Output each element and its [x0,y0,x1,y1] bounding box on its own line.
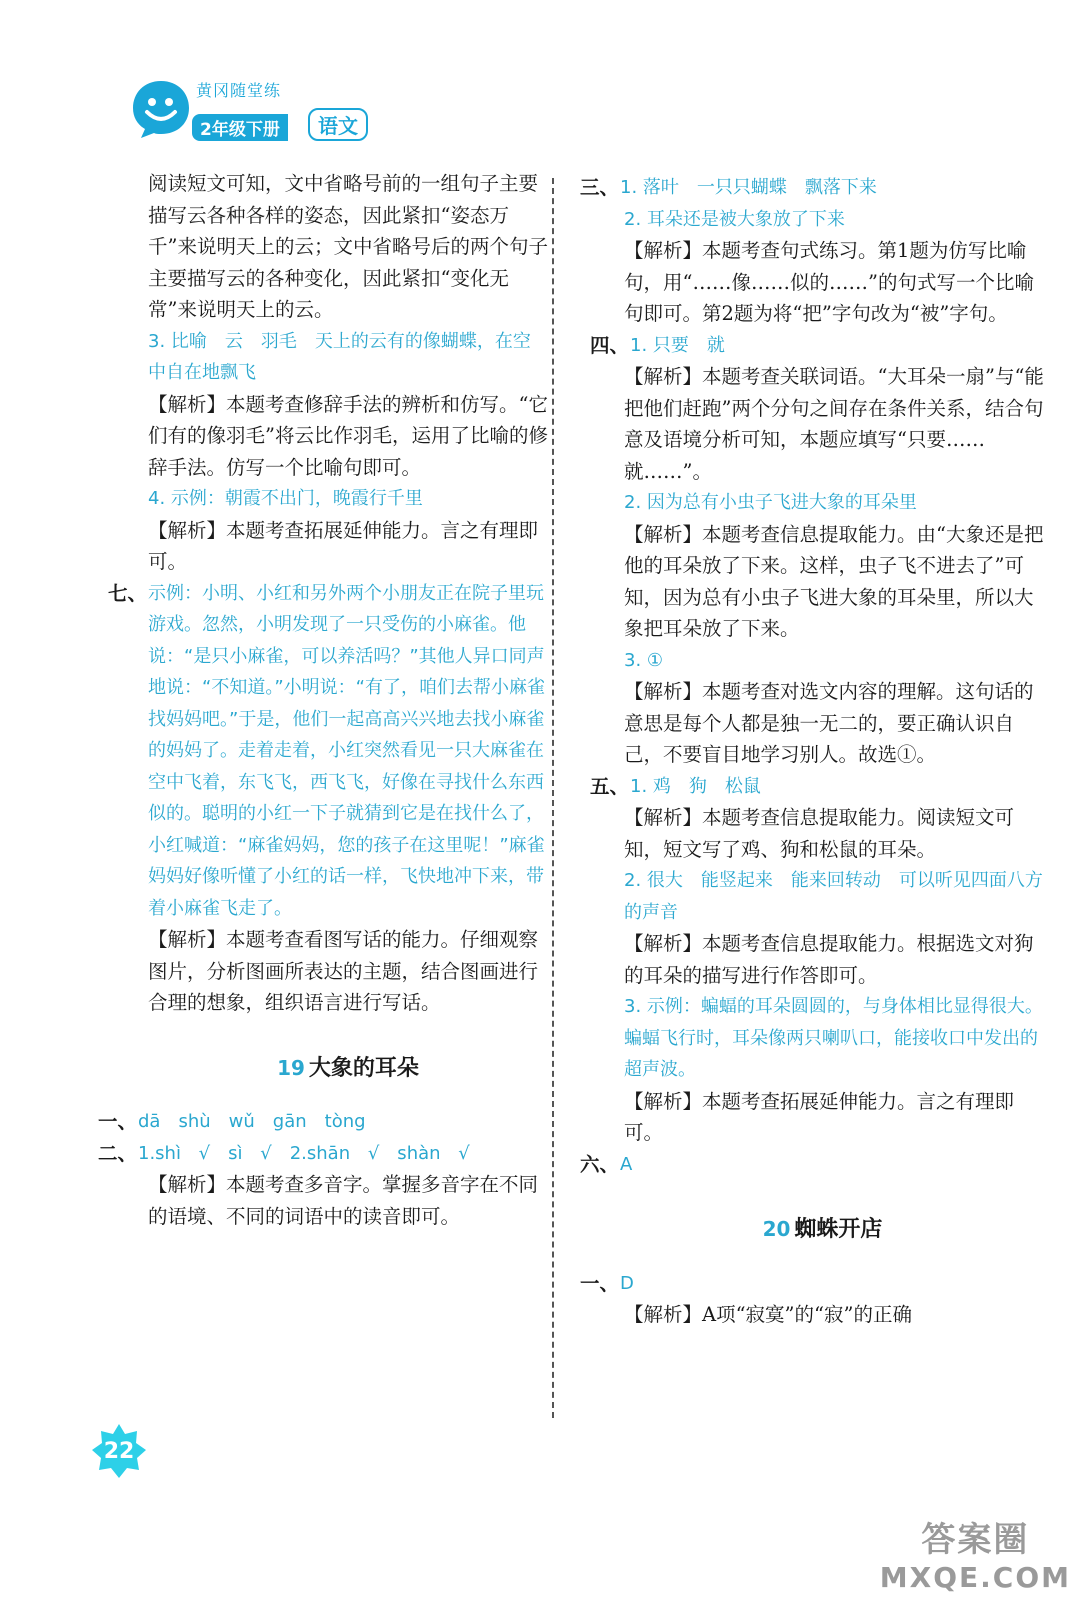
question-7-answer: 示例：小明、小红和另外两个小朋友正在院子里玩游戏。忽然，小明发现了一只受伤的小麻雀。他说：“是只小麻雀，可以养活吗？”其他人异口同声地说：“不知道。”小明说：“有了，咱们去帮小麻雀找妈妈吧。”于是，他们一起高高兴兴地去找小麻雀的妈妈了。走着走着，小红突然看见一只大麻雀在空中飞着，东飞飞，西飞飞，好像在寻找什么东西似的。聪明的小红一下子就猜到它是在找什么了，小红喊道：“麻雀妈妈，您的孩子在这里呢！”麻雀妈妈好像听懂了小红的话一样，飞快地冲下来，带着小麻雀飞走了。 [148,582,545,919]
analysis-3: 【解析】本题考查修辞手法的辨析和仿写。“它们有的像羽毛”将云比作羽毛，运用了比喻的修辞手法。仿写一个比喻句即可。 [148,392,548,479]
question-7 [108,578,548,925]
lesson-19-title [148,1053,548,1085]
subject-label: 语文 [308,108,368,141]
question-5-label: 五、 [590,774,630,798]
column-divider [552,178,554,1418]
right-column [580,172,1045,1331]
lesson-19-name: 大象的耳朵 [308,1055,419,1081]
lesson-20-name: 蜘蛛开店 [794,1217,883,1242]
l20-question-1-analysis: 【解析】A项“寂寞”的“寂”的正确 [624,1303,912,1326]
l19-question-2-answer: 1.shì √ sì √ 2.shān √ shàn √ [138,1142,470,1164]
l19-question-1-answer: dā shù wǔ gān tòng [138,1111,366,1132]
question-6 [580,1149,1045,1181]
question-3-analysis: 【解析】本题考查句式练习。第1题为仿写比喻句，用“……像……似的……”的句式写一个比喻句即可。第2题为将“把”字句改为“被”字句。 [624,239,1034,325]
question-4-label: 四、 [590,333,630,357]
page-header [130,70,390,150]
page-number-badge [90,1422,148,1480]
question-3-label: 三、 [580,176,620,199]
lesson-19-number: 19 [277,1055,305,1080]
explanation-paragraph: 阅读短文可知，文中省略号前的一组句子主要描写云各种各样的姿态，因此紧扣“姿态万千”来说明天上的云；文中省略号后的两个句子主要描写云的各种变化，因此紧扣“变化无常”来说明天上的云。 [148,172,548,321]
question-7-analysis: 【解析】本题考查看图写话的能力。仔细观察图片，分析图画所表达的主题，结合图画进行合理的想象，组织语言进行写话。 [148,928,539,1014]
question-6-label: 六、 [580,1152,620,1176]
page-number: 22 [103,1439,135,1464]
question-4-analysis-3: 【解析】本题考查对选文内容的理解。这句话的意思是每个人都是独一无二的，要正确认识自己，不要盲目地学习别人。故选①。 [624,680,1034,766]
question-5-answer-1: 1. 鸡 狗 松鼠 [630,775,761,797]
question-4 [590,330,1045,362]
l19-question-2-label: 二、 [98,1141,138,1165]
watermark-line-2: MXQE.COM [879,1561,1071,1594]
question-3-answer-2: 2. 耳朵还是被大象放了下来 [624,208,845,230]
question-5-answer-3: 3. 示例：蝙蝠的耳朵圆圆的，与身体相比显得很大。蝙蝠飞行时，耳朵像两只喇叭口，能接收口中发出的超声波。 [624,996,1043,1080]
question-4-answer-1: 1. 只要 就 [630,334,725,356]
question-4-answer-3: 3. ① [624,649,664,671]
smiley-logo-icon [130,78,192,140]
question-5-answer-2: 2. 很大 能竖起来 能来回转动 可以听见四面八方的声音 [624,870,1043,923]
grade-label: 2年级下册 [192,114,288,141]
brand-name: 黄冈随堂练 [196,81,282,100]
question-5-analysis-3: 【解析】本题考查拓展延伸能力。言之有理即可。 [624,1089,1015,1144]
l20-question-1-label: 一、 [580,1271,620,1295]
l20-question-1-answer: D [620,1272,634,1294]
question-4-analysis-2: 【解析】本题考查信息提取能力。由“大象还是把他的耳朵放了下来。这样，虫子飞不进去了”可知，因为总有小虫子飞进大象的耳朵里，所以大象把耳朵放了下来。 [624,522,1044,640]
lesson-20-number: 20 [762,1217,791,1241]
question-5 [590,771,1045,803]
question-4-analysis-1: 【解析】本题考查关联词语。“大耳朵一扇”与“能把他们赶跑”两个分句之间存在条件关系，结合句意及语境分析可知，本题应填写“只要……就……”。 [624,365,1044,483]
answer-4: 4. 示例：朝霞不出门，晚霞行千里 [148,488,423,509]
question-3-answer-1: 1. 落叶 一只只蝴蝶 飘落下来 [620,177,877,198]
answer-3: 3. 比喻 云 羽毛 天上的云有的像蝴蝶，在空中自在地飘飞 [148,330,531,383]
l19-question-1 [98,1106,548,1138]
watermark-line-1: 答案圈 [921,1520,1030,1560]
analysis-4: 【解析】本题考查拓展延伸能力。言之有理即可。 [148,518,539,573]
left-column [98,168,548,1232]
question-4-answer-2: 2. 因为总有小虫子飞进大象的耳朵里 [624,492,917,513]
lesson-20-title [600,1214,1045,1246]
question-3 [580,172,1045,204]
watermark [880,1512,1071,1594]
l19-question-1-label: 一、 [98,1110,138,1133]
l19-question-2-analysis: 【解析】本题考查多音字。掌握多音字在不同的语境、不同的词语中的读音即可。 [148,1173,539,1228]
question-6-answer: A [620,1153,633,1175]
question-5-analysis-1: 【解析】本题考查信息提取能力。阅读短文可知，短文写了鸡、狗和松鼠的耳朵。 [624,806,1015,861]
question-5-analysis-2: 【解析】本题考查信息提取能力。根据选文对狗的耳朵的描写进行作答即可。 [624,932,1034,987]
question-7-label: 七、 [108,581,148,605]
l19-question-2 [98,1138,548,1170]
l20-question-1 [580,1268,1045,1300]
